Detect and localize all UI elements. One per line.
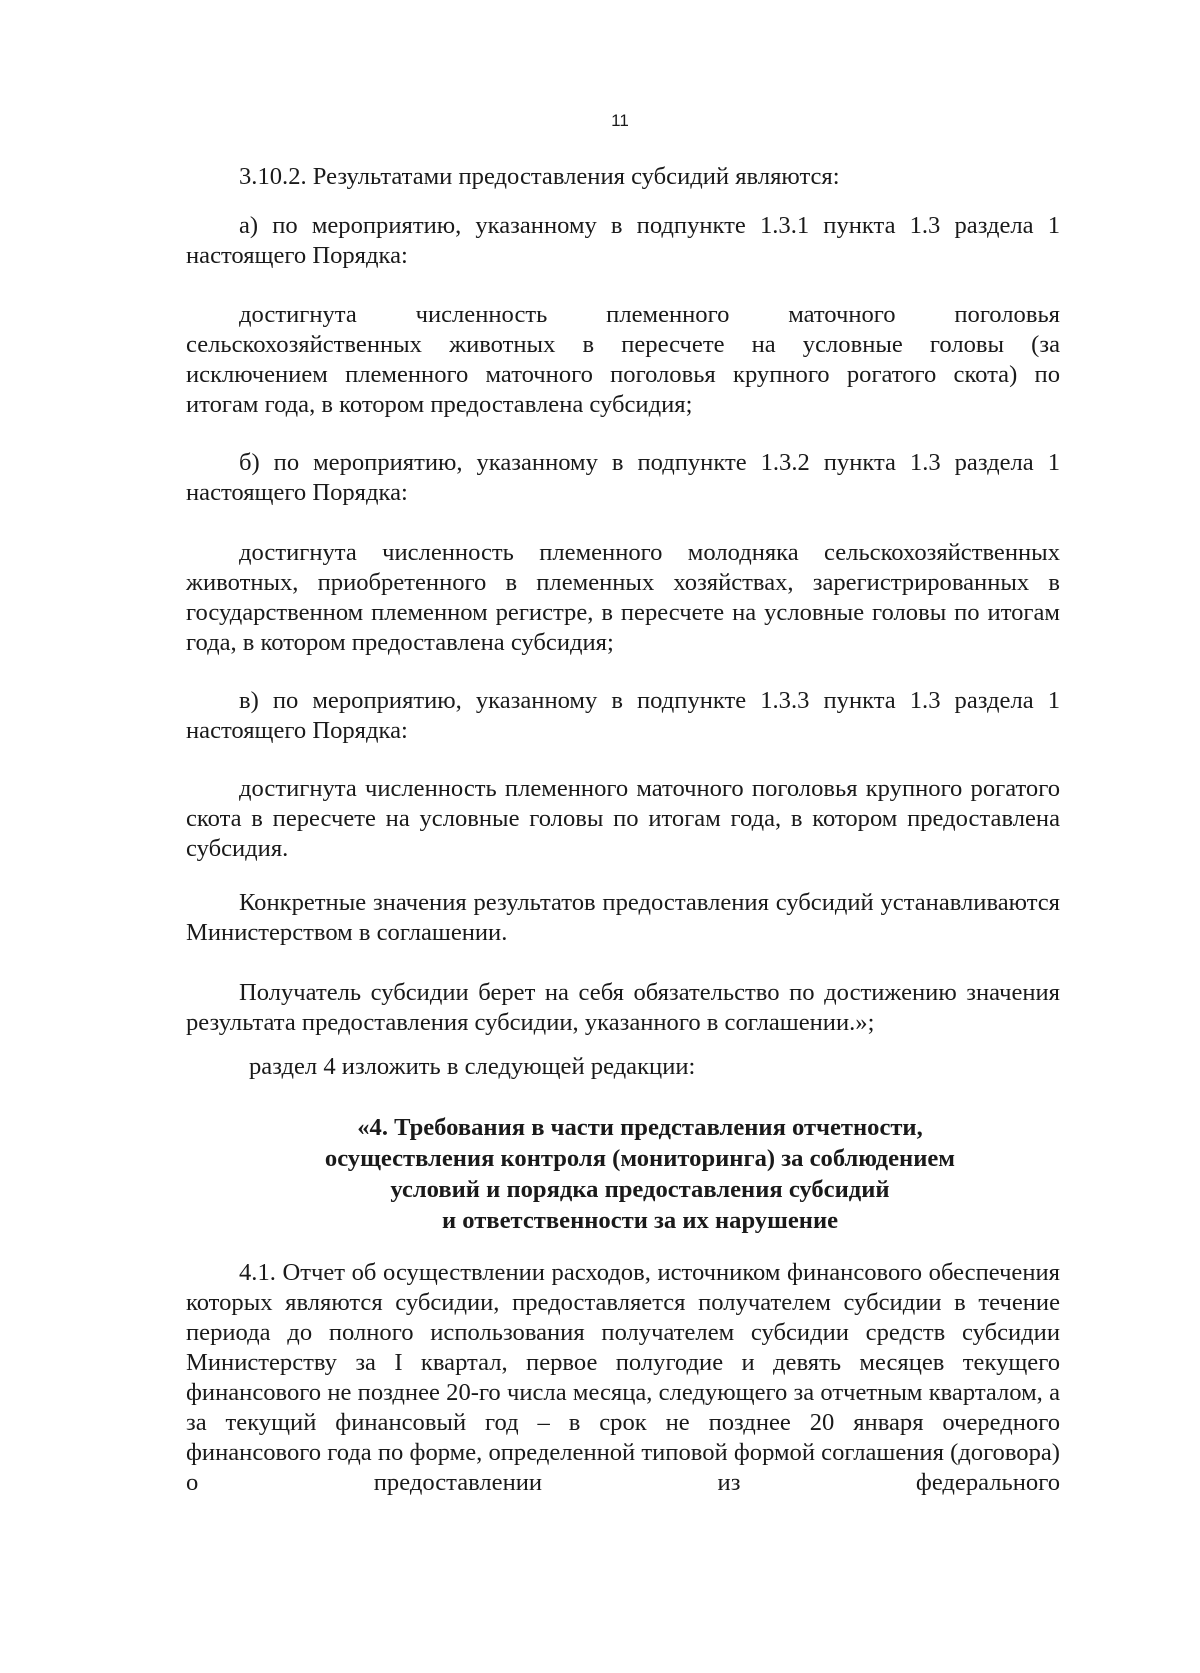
page-number: 11 (611, 111, 629, 130)
paragraph-4-1: 4.1. Отчет об осуществлении расходов, источником финансового обеспечения которых являются субсидии, предоставляется получателем субсидии в течение периода до полного использования получателем субсидии средств субсидии Министерству за I квартал, первое полугодие и девять месяцев текущего финансового не позднее 20-го числа месяца, следующего за отчетным кварталом, а за текущий финансовый год – в срок не позднее 20 января очередного финансового года по форме, определенной типовой формой соглашения (договора) о предоставлении из федерального (186, 1259, 1060, 1496)
item-a-result: достигнута численность племенного маточного поголовья сельскохозяйственных животных в пересчете на условные головы (за исключением племенного маточного поголовья крупного рогатого скота) по итогам года, в котором предоставлена субсидия; (186, 301, 1060, 418)
section4-title (290, 1112, 990, 1236)
section4-title-line: осуществления контроля (мониторинга) за соблюдением (324, 1145, 956, 1172)
section4-title-line: условий и порядка предоставления субсидий (390, 1176, 890, 1203)
item-b-result: достигнута численность племенного молодняка сельскохозяйственных животных, приобретенного в племенных хозяйствах, зарегистрированных в государственном племенном регистре, в пересчете на условные головы по итогам года, в котором предоставлена субсидия; (186, 539, 1060, 656)
item-a-intro: а) по мероприятию, указанному в подпункте 1.3.1 пункта 1.3 раздела 1 настоящего Порядка: (186, 212, 1060, 269)
obligation-paragraph: Получатель субсидии берет на себя обязательство по достижению значения результата предоставления субсидии, указанного в соглашении.»; (186, 979, 1060, 1036)
clause-3-10-2-heading: 3.10.2. Результатами предоставления субсидий являются: (239, 163, 840, 190)
specific-values-paragraph: Конкретные значения результатов предоставления субсидий устанавливаются Министерством в соглашении. (186, 889, 1060, 946)
section4-intro: раздел 4 изложить в следующей редакции: (249, 1053, 696, 1080)
section4-title-line: «4. Требования в части представления отчетности, (357, 1114, 923, 1141)
item-b-intro: б) по мероприятию, указанному в подпункте 1.3.2 пункта 1.3 раздела 1 настоящего Порядка: (186, 449, 1060, 506)
item-c-intro: в) по мероприятию, указанному в подпункте 1.3.3 пункта 1.3 раздела 1 настоящего Порядка: (186, 687, 1060, 744)
section4-title-line: и ответственности за их нарушение (441, 1207, 839, 1234)
item-c-result: достигнута численность племенного маточного поголовья крупного рогатого скота в пересчете на условные головы по итогам года, в котором предоставлена субсидия. (186, 775, 1060, 862)
